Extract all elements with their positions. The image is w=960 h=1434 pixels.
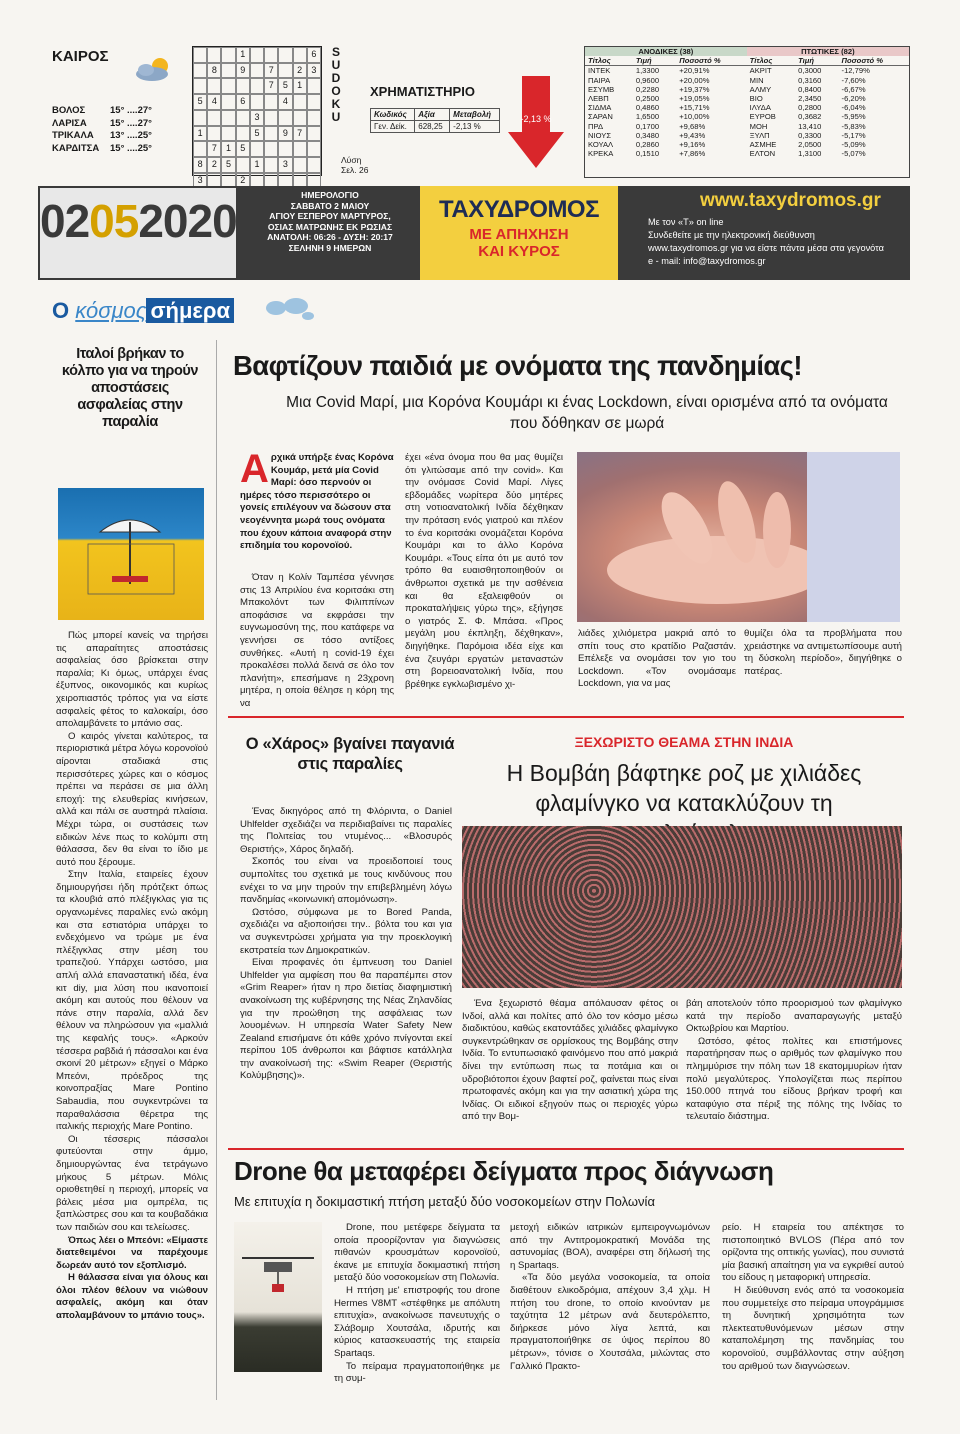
main-subhead: Μια Covid Μαρί, μια Κορόνα Κουμάρι κι ένας Lockdown, είναι ορισμένα από τα ονόματα που δόθηκαν σε μωρά xyxy=(286,394,888,432)
sudoku-cell: 9 xyxy=(278,126,292,142)
side-headline: Ιταλοί βρήκαν το κόλπο για να τηρούν αποστάσεις ασφαλείας στην παραλία xyxy=(61,346,199,430)
sudoku-cell xyxy=(236,78,250,94)
sudoku-cell xyxy=(293,94,307,110)
sudoku-cell xyxy=(264,110,278,126)
section-divider xyxy=(228,1148,904,1150)
drone-col-3: ρείο. Η εταιρεία του απέκτησε το πιστοποιητικό BVLOS (Πέρα από τον ορίζοντα της οπτικής γωνίας), που συνιστά μία βασική απαίτηση για να εγκριθεί αυτού του είδους η μεταφορική υπηρεσία. Η διεύθυνση ενός από τα νοσοκομεία που συμμετείχε στο πείραμα υπογράμμισε τη δυνητική χρησιμότητα των πλεκτεατυθυνόμενων μέσων στην καταπολέμηση της πανδημίας του κορονοϊού, συμβάλλοντας στην αύξηση του αριθμού των διαγνώσεων. xyxy=(722,1222,904,1372)
stock-title: ΧΡΗΜΑΤΙΣΤΗΡΙΟ xyxy=(370,84,475,99)
sudoku-cell: 4 xyxy=(207,94,221,110)
sudoku-cell xyxy=(278,141,292,157)
sudoku-grid xyxy=(192,46,322,185)
weather-title: ΚΑΙΡΟΣ xyxy=(52,48,109,65)
sudoku-label: S U D O K U xyxy=(331,45,341,124)
sudoku-cell: 7 xyxy=(207,141,221,157)
movers-row: ΕΣΥΜΒ 0,2280 +19,37% ΑΛΜΥ 0,8400 -6,67% xyxy=(588,84,866,94)
down-arrow-icon xyxy=(508,76,564,168)
sudoku-cell xyxy=(193,110,207,126)
sudoku-cell xyxy=(193,141,207,157)
sudoku-cell: 2 xyxy=(293,63,307,79)
sudoku-cell xyxy=(221,63,235,79)
cloud-sun-icon xyxy=(132,56,176,82)
weather-row: ΒΟΛΟΣ 15° ....27° xyxy=(52,105,152,116)
movers-row: ΣΑΡΑΝ 1,6500 +10,00% ΕΥΡΟΒ 0,3682 -5,95% xyxy=(588,112,866,122)
sudoku-cell: 2 xyxy=(236,173,250,189)
index-table: Κωδικός Αξία Μεταβολή Γεν. Δείκ. 628,25 -2,13 % xyxy=(370,108,500,133)
sudoku-cell xyxy=(264,141,278,157)
sudoku-cell: 5 xyxy=(221,157,235,173)
sudoku-cell xyxy=(307,141,321,157)
down-title: ΠΤΩΤΙΚΕΣ (82) xyxy=(747,47,909,56)
sudoku-cell: 7 xyxy=(293,126,307,142)
drone-subhead: Με επιτυχία η δοκιμαστική πτήση μεταξύ δύο νοσοκομείων στην Πολωνία xyxy=(234,1194,655,1209)
sudoku-cell xyxy=(221,47,235,63)
sudoku-cell: 6 xyxy=(307,47,321,63)
baby-hand-photo xyxy=(577,452,900,622)
sudoku-cell xyxy=(207,78,221,94)
sudoku-cell: 4 xyxy=(278,94,292,110)
drone-col-1: Drone, που μετέφερε δείγματα τα οποία προορίζονταν για διαγνώσεις πιθανών κρουσμάτων κορονοϊού, έκανε με επιτυχία δοκιμαστική πτήση μεταξύ δύο νοσοκομείων στη Πολωνία. Η πτήση με' επιστροφής του drone Hermes V8MT «στέφθηκε με απόλυτη επιτυχία», ανακοίνωσε πανευτυχής ο Σλάβομιρ Χουτσάλα, ιδρυτής και κύριος κατασκευαστής της εταιρεία Spartaqs. Το πείραμα πραγματοποιήθηκε με τη συμ- xyxy=(334,1222,500,1385)
sudoku-cell xyxy=(250,47,264,63)
flamingo-headline: Η Βομβάη βάφτηκε ροζ με χιλιάδες φλαμίνγκο να κατακλύζουν τη xyxy=(506,760,862,816)
sudoku-cell xyxy=(264,126,278,142)
sudoku-solution: Λύση Σελ. 26 xyxy=(341,155,369,175)
date-number: 02052020 xyxy=(40,195,237,247)
baby-hand-icon xyxy=(577,452,900,622)
main-col-3: λιάδες χιλιόμετρα μακριά από το σπίτι τους στο κρατίδιο Ραζαστάν. Επέλεξε να ονομάσει τον γιο του Lockdown. «Τον ονομάσαμε Lockdown, για να μας xyxy=(578,628,736,690)
website-info: Με τον «Τ» on line Συνδεθείτε με την ηλεκτρονική διεύθυνση www.taxydromos.gr για να είστε πάντα μέσα στα γεγονότα e - mail: info@taxydromos.gr xyxy=(648,217,884,266)
weather-row: ΤΡΙΚΑΛΑ 13° ....25° xyxy=(52,130,152,141)
sudoku-cell xyxy=(250,94,264,110)
sudoku-cell xyxy=(293,157,307,173)
sudoku-cell xyxy=(236,110,250,126)
sudoku-cell xyxy=(264,47,278,63)
column-divider xyxy=(216,340,217,1400)
sudoku-cell xyxy=(278,110,292,126)
drone-photo xyxy=(234,1222,322,1372)
sudoku-cell: 3 xyxy=(193,173,207,189)
weather-row: ΚΑΡΔΙΤΣΑ 15° ....25° xyxy=(52,142,152,154)
sudoku-cell: 1 xyxy=(250,157,264,173)
sudoku-cell xyxy=(307,157,321,173)
sudoku-cell: 5 xyxy=(236,141,250,157)
side-body: Πώς μπορεί κανείς να τηρήσει τις απαραίτητες αποστάσεις ασφαλείας όσο βρίσκεται στην παραλία; Κι όμως, υπάρχει ένας έξυπνος, οικονομικός και κυρίως χειροπιαστός τρόπος για να είστε ασφαλείς φέτος το καλοκαίρι, όσο απολαμβάνετε το μπάνιο σας. Ο καιρός γίνεται καλύτερος, τα περιοριστικά μέτρα λόγω κορονοϊού αίρονται σταδιακά στις περισσότερες χώρες και ο κόσμος πρέπει να περάσει σε μια άλλη εποχή: της ελευθερίας κινήσεων, αλλά και πάλι σε αυστηρά πλαίσια. Μέχρι τώρα, οι συστάσεις των ειδικών λένε πως το κολύμπι στη θάλασσα, δεν θα είναι το ίδιο με αυτό που ξέρουμε. Στην Ιταλία, εταιρείες έχουν δημιουργήσει ήδη πρότζεκτ όπως τα κλουβιά από πλέξιγκλας για τις οργανωμένες παραλίες ενώ ακόμη και στα εστιατόρια υπάρχει το ενδεχόμενο να τρώμε με ένα πλέξιγκλας στην μέση του τραπεζιού. Υπάρχει ωστόσο, μια απλή αλλά επαναστατική ιδέα, ένα κιτ diy, μια λύση που ικανοποιεί ακόμη και αυτούς που θέλουν να πάνε στην παραλία, αλλά δεν θέλουν να πληρώσουν για «μαλλιά της κεφαλής τους». «Αρκούν τέσσερα ραβδιά ή πάσσαλοι και ένα σκοινί 20 μέτρων» εξηγεί ο Μάρκο Μπεόνι, πρόεδρος της κοινοπραξίας Mare Pontino Sabaudia, που συγκεντρώνει τα παραθαλάσσια θέρετρα της ιταλικής περιοχής Mare Pontino. Οι τέσσερις πάσσαλοι φυτεύονται στην άμμο, δημιουργώντας ένα τετράγωνο μήκους 5 μέτρων. Μόλις οριοθετηθεί η περιοχή, μπορείς να βάλεις μέσα μια ομπρέλα, τις ξαπλώστρες σου και τα κουβαδάκια των παιδιών σου και τελείωσες. Όπως λέει ο Μπεόνι: «Είμαστε διατεθειμένοι να παρέχουμε δωρεάν αυτό τον εξοπλισμό. Η θάλασσα είναι για όλους και όλοι πλέον θέλουν να νιώθουν ασφαλείς, ακόμη και όταν απολαμβάνουν το μπάνιο τους». xyxy=(56,630,209,1322)
movers-row: ΛΕΒΠ 0,2500 +19,05% ΒΙΟ 2,3450 -6,20% xyxy=(588,94,866,104)
movers-row: ΚΟΥΑΛ 0,2860 +9,16% ΑΣΜΗΕ 2,0500 -5,09% xyxy=(588,140,866,150)
movers-table: ΑΝΟΔΙΚΕΣ (38) ΠΤΩΤΙΚΕΣ (82) Τίτλος Τιμή Ποσοστό % Τίτλος Τιμή Ποσοστό % ΙΝΤΕΚ 1,3300 +20,91% ΑΚΡΙΤ 0,3000 -12,79% ΠΑΙΡΑ 0,9600 +20,00% ΜΙΝ 0,3160 -7,60% ΕΣΥΜΒ 0,2280 +19,37% ΑΛΜΥ 0,8400 -6,67% ΛΕΒΠ 0,2500 +19,05% ΒΙΟ 2,3450 -6,20% ΣΙΔΜΑ 0,4860 +15,71% ΙΛΥΔΑ 0,2800 -6,04% ΣΑΡΑΝ 1,6500 +10,00% ΕΥΡΟΒ 0,3682 -5,95% ΠΡΔ 0,1700 +9,68% ΜΟΗ 13,410 -5,83% ΝΙΟΥΣ 0,3480 +9,43% ΞΥΛΠ 0,3300 -5,17% ΚΟΥΑΛ 0,2860 +9,16% ΑΣΜΗΕ 2,0500 -5,09% ΚΡΕΚΑ 0,1510 +7,86% ΕΛΤΟΝ 1,3100 -5,07% xyxy=(584,46,910,178)
movers-row: ΣΙΔΜΑ 0,4860 +15,71% ΙΛΥΔΑ 0,2800 -6,04% xyxy=(588,103,866,113)
sudoku-cell xyxy=(221,94,235,110)
sudoku-cell xyxy=(293,110,307,126)
weather-row: ΛΑΡΙΣΑ 15° ....27° xyxy=(52,117,152,129)
sudoku-cell xyxy=(250,63,264,79)
sudoku-cell xyxy=(221,78,235,94)
sudoku-cell: 3 xyxy=(278,157,292,173)
sudoku-cell: 6 xyxy=(236,94,250,110)
umbrella-icon xyxy=(58,488,204,620)
sudoku-cell xyxy=(307,78,321,94)
sudoku-cell xyxy=(236,126,250,142)
flamingo-photo xyxy=(462,826,902,988)
calendar-info: ΗΜΕΡΟΛΟΓΙΟ ΣΑΒΒΑΤΟ 2 ΜΑΙΟΥ ΑΓΙΟΥ ΕΣΠΕΡΟΥ ΜΑΡΤΥΡΟΣ, ΟΣΙΑΣ ΜΑΤΡΩΝΗΣ ΕΚ ΡΩΣΙΑΣ ΑΝΑΤΟΛΗ: 06:26 - ΔΥΣΗ: 20:17 ΣΕΛΗΝΗ 9 ΗΜΕΡΩΝ xyxy=(267,190,393,253)
sudoku-cell: 5 xyxy=(250,126,264,142)
sudoku-cell: 1 xyxy=(193,126,207,142)
sudoku-cell: 5 xyxy=(278,78,292,94)
charos-body: Ένας δικηγόρος από τη Φλόριντα, ο Daniel Uhlfelder σχεδιάζει να περιδιαβαίνει τις παραλίες της Πολιτείας του ντυμένος... «Βλοσυρός Θεριστής», Χάρος δηλαδή. Σκοπός του είναι να προειδοποιεί τους συμπολίτες του σχετικά με τους κινδύνους που ενέχει το να μην τηρούν την επιβεβλημένη λόγω πανδημίας «κοινωνική απομόνωση». Ωστόσο, σύμφωνα με το Bored Panda, σχεδιάζει να αξιοποιήσει την.. βόλτα του και για να συγκεντρώσει χρήματα για την προεκλογική εκστρατεία των Δημοκρατικών. Είναι προφανές ότι έμπνευση του Daniel Uhlfelder για αμφίεση που θα παραπέμπει στον «Grim Reaper» ήταν η προ διετίας διαφημιστική ανακοίνωση της κυβέρνησης της Νέας Ζηλανδίας για την προώθηση της ασφάλειας των λουομένων. Η υπηρεσία Water Safety New Zealand επισήμανε ότι κάθε χρόνο πνίγονται εκεί περίπου 105 άνθρωποι και βάφτισε κατάλληλα την ανακοίνωσή της: «Swim Reaper (Θεριστής Κολύμβησης)». xyxy=(240,806,452,1082)
sudoku-cell: 9 xyxy=(236,63,250,79)
main-col-4: θυμίζει όλα τα προβλήματα που χρειάστηκε να αντιμετωπίσουμε αυτή τη δύσκολη περίοδο», διηγήθηκε ο πατέρας. xyxy=(744,628,902,677)
main-col-2: έχει «ένα όνομα που θα μας θυμίζει ότι γλιτώσαμε από την covid». Και την ονόμασε Covid Μαρί. Λίγες εβδομάδες νωρίτερα δύο μητέρες στη νοτιοανατολική Ινδία δέχθηκαν την πρόταση ενός γιατρού και πλέον το ένα κοριτσάκι ονομάζεται Κορόνα Κουμάρι και το άλλο Κορόνα Κουμάρι. «Τους είπα ότι με αυτό τον τρόπο θα ευαισθητοποιηθούν οι άνθρωποι σχετικά με την ασθένεια και θα εξαλειφθούν οι προκαταλήψεις γύρω της», εξήγησε ο γιατρός Σ. Φ. Μπάσα. «Προς μεγάλη μου έκπληξη, δέχθηκαν», διηγήθηκε. Παρόμοια ιδέα είχε και ένα ζευγάρι εργατών μεταναστών στη βορειοανατολική Ινδία, που βρέθηκε εγκλωβισμένο χι- xyxy=(405,452,563,690)
sudoku-cell xyxy=(207,126,221,142)
movers-row: ΠΑΙΡΑ 0,9600 +20,00% ΜΙΝ 0,3160 -7,60% xyxy=(588,75,866,85)
website-link[interactable]: www.taxydromos.gr xyxy=(700,190,881,211)
section-divider xyxy=(228,716,904,718)
sudoku-cell xyxy=(221,126,235,142)
world-map-icon xyxy=(262,294,318,324)
sudoku-cell xyxy=(250,141,264,157)
sudoku-cell xyxy=(250,78,264,94)
paper-slogan: ΜΕ ΑΠΗΧΗΣΗ ΚΑΙ ΚΥΡΟΣ xyxy=(469,226,569,260)
sudoku-cell: 2 xyxy=(207,157,221,173)
flamingo-col-2: βάη αποτελούν τόπο προορισμού των φλαμίνγκο κατά την περίοδο αναπαραγωγής μεταξύ Οκτωβρίου και Μαρτίου. Ωστόσο, φέτος πολίτες και επιστήμονες παρατήρησαν πως ο αριθμός των φλαμίνγκο που πλημμύρισε την πόλη των 18 εκατομμυρίων ήταν πολύ μεγαλύτερος. Υπολογίζεται πως περίπου 150.000 πτηνά του είδους βρήκαν τροφή και καταφύγιο στα πέριξ της πόλης της Ινδίας το τελευταίο διάστημα. xyxy=(686,998,902,1123)
flamingo-col-1: Ένα ξεχωριστό θέαμα απόλαυσαν φέτος οι Ινδοί, αλλά και πολίτες από όλο τον κόσμο μέσω διαδικτύου, καθώς εκατοντάδες χιλιάδες φλαμίνγκο συγκεντρώθηκαν σε ορμίσκους της Βομβάης στην Ινδία. Το εντυπωσιακό φαινόμενο που από μακριά δίνει την εντύπωση πως τα ποτάμια και οι υδροβιότοποι έχουν βαφτεί ροζ, φαίνεται πως είναι πρωτοφανές ακόμη και για την ασιατική χώρα της Ινδίας. Οι ειδικοί εξηγούν πως οι περιοχές γύρω από την Βομ- xyxy=(462,998,678,1123)
sudoku-cell xyxy=(307,94,321,110)
flamingo-kicker: ΞΕΧΩΡΙΣΤΟ ΘΕΑΜΑ ΣΤΗΝ ΙΝΔΙΑ xyxy=(574,734,794,750)
sudoku-cell: 1 xyxy=(221,141,235,157)
sudoku-cell xyxy=(307,126,321,142)
sudoku-cell xyxy=(264,157,278,173)
weather-box xyxy=(52,48,184,172)
movers-row: ΙΝΤΕΚ 1,3300 +20,91% ΑΚΡΙΤ 0,3000 -12,79% xyxy=(588,66,870,76)
drop-cap: Α xyxy=(240,447,269,491)
movers-row: ΚΡΕΚΑ 0,1510 +7,86% ΕΛΤΟΝ 1,3100 -5,07% xyxy=(588,149,866,159)
sudoku-cell xyxy=(307,110,321,126)
sudoku-cell xyxy=(293,141,307,157)
main-lead: Αρχικά υπήρξε ένας Κορόνα Κουμάρ, μετά μία Covid Μαρί: όσο περνούν οι ημέρες τόσο περισσότερο οι γονείς επιλέγουν να δώσουν στα νεογέννητα μωρά τους ονόματα που έχουν κάποια αναφορά στην επιδημία του κορονοϊού. xyxy=(240,447,394,552)
movers-row: ΠΡΔ 0,1700 +9,68% ΜΟΗ 13,410 -5,83% xyxy=(588,121,866,131)
up-title: ΑΝΟΔΙΚΕΣ (38) xyxy=(585,47,747,56)
sudoku-cell xyxy=(207,110,221,126)
paper-name: ΤΑΧΥΔΡΟΜΟΣ xyxy=(438,196,600,223)
drone-col-2: μετοχή ειδικών ιατρικών εμπειρογνωμόνων από την Αντιτρομοκρατική Μονάδα της αστυνομίας (BOA), αναφέρει στη δήλωσή της η Spartaqs. «Τα δύο μεγάλα νοσοκομεία, τα οποία διαθέτουν ελικοδρόμια, απέχουν 3,4 χλμ. Η πτήση του drone, το οποίο κινούνταν με ταχύτητα 12 μέτρων ανά δευτερόλεπτο, διήρκεσε μόνο λίγα λεπτά, και πραγματοποιήθηκε σε ύψος περίπου 80 μέτρων», τόνισε ο Χουτσάλα, μιλώντας στο Γαλλικό Πρακτο- xyxy=(510,1222,710,1372)
sudoku-cell xyxy=(278,63,292,79)
main-col-1: Όταν η Κολίν Ταμπέσα γέννησε στις 13 Απριλίου ένα κοριτσάκι στη Μπακολόντ των Φιλιππίνων αποφάσισε να εκφράσει την ευγνωμοσύνη της, που κατάφερε να γεννήσει σε τόσο αντίξοες συνθήκες. «Αυτή η covid-19 έχει προκαλέσει πολλά δεινά σε όλο τον πλανήτη», επεσήμανε η 23χρονη μητέρα, η οποία θέλησε η κόρη της να xyxy=(240,572,394,709)
sudoku-cell: 1 xyxy=(293,78,307,94)
beach-photo xyxy=(58,488,204,620)
sudoku-cell xyxy=(264,94,278,110)
sudoku-cell xyxy=(236,157,250,173)
sudoku-cell xyxy=(278,47,292,63)
sudoku-cell: 1 xyxy=(236,47,250,63)
main-headline: Βαφτίζουν παιδιά με ονόματα της πανδημίας! xyxy=(233,350,802,381)
sudoku-cell: 7 xyxy=(264,78,278,94)
sudoku-cell: 7 xyxy=(264,63,278,79)
sudoku-cell: 3 xyxy=(307,63,321,79)
movers-row: ΝΙΟΥΣ 0,3480 +9,43% ΞΥΛΠ 0,3300 -5,17% xyxy=(588,130,866,140)
arrow-label: -2,13 % xyxy=(520,114,552,124)
sudoku-cell xyxy=(193,63,207,79)
drone-icon xyxy=(234,1222,322,1372)
sudoku-cell: 5 xyxy=(193,94,207,110)
sudoku-cell xyxy=(207,47,221,63)
sudoku-cell: 8 xyxy=(207,63,221,79)
sudoku-cell xyxy=(193,78,207,94)
sudoku-cell xyxy=(293,47,307,63)
sudoku-cell: 3 xyxy=(250,110,264,126)
drone-headline: Drone θα μεταφέρει δείγματα προς διάγνωση xyxy=(234,1156,774,1186)
sudoku-cell xyxy=(193,47,207,63)
sudoku-cell: 8 xyxy=(193,157,207,173)
charos-headline: Ο «Χάρος» βγαίνει παγανιά στις παραλίες xyxy=(245,735,455,773)
sudoku-cell xyxy=(221,110,235,126)
section-logo: Ο κόσμος σήμερα xyxy=(52,298,234,324)
